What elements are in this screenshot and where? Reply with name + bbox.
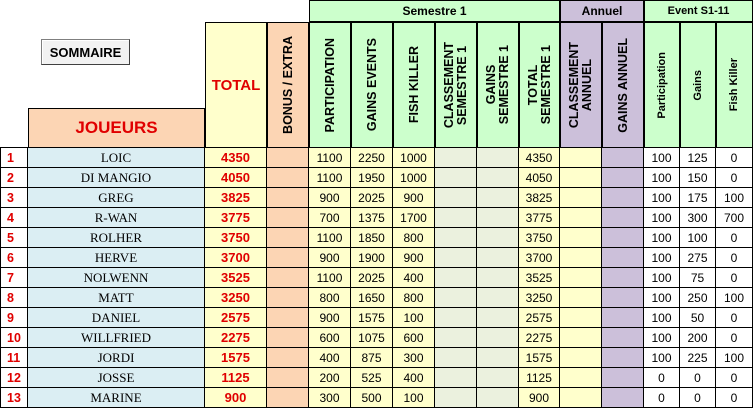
event-participation-cell: 100 — [644, 188, 680, 208]
total-semestre-cell: 3825 — [519, 188, 560, 208]
fish-killer-cell: 400 — [393, 368, 435, 388]
event-gains-cell: 125 — [680, 148, 716, 168]
row-rank: 5 — [0, 228, 28, 248]
gains-annuel-cell — [602, 168, 644, 188]
event-fish-cell: 0 — [716, 328, 753, 348]
gains-annuel-cell — [602, 308, 644, 328]
event-fish-cell: 0 — [716, 388, 753, 408]
participation-cell: 200 — [309, 368, 351, 388]
participation-cell: 800 — [309, 288, 351, 308]
event-gains-cell: 200 — [680, 328, 716, 348]
gains-events-cell: 2025 — [351, 188, 393, 208]
player-total: 3250 — [205, 288, 267, 308]
player-name: WILLFRIED — [28, 328, 205, 348]
event-gains-cell: 300 — [680, 208, 716, 228]
gains-events-cell: 1075 — [351, 328, 393, 348]
gains-annuel-cell — [602, 388, 644, 408]
event-participation-cell: 100 — [644, 348, 680, 368]
participation-cell: 1100 — [309, 148, 351, 168]
event-participation-header — [644, 22, 680, 148]
player-name: ROLHER — [28, 228, 205, 248]
row-rank: 12 — [0, 368, 28, 388]
participation-cell: 1100 — [309, 228, 351, 248]
gains-events-cell: 875 — [351, 348, 393, 368]
participation-cell: 1100 — [309, 268, 351, 288]
player-name: JOSSE — [28, 368, 205, 388]
gains-semestre-cell — [477, 268, 519, 288]
player-total: 2575 — [205, 308, 267, 328]
gains-semestre-cell — [477, 328, 519, 348]
classement-semestre-cell — [435, 228, 477, 248]
fish-killer-cell: 100 — [393, 388, 435, 408]
classement-semestre-cell — [435, 308, 477, 328]
classement-semestre-cell — [435, 248, 477, 268]
gains-annuel-cell — [602, 228, 644, 248]
total-semestre-cell: 4350 — [519, 148, 560, 168]
event-participation-cell: 0 — [644, 388, 680, 408]
gains-events-cell: 1850 — [351, 228, 393, 248]
total-semestre-cell: 1125 — [519, 368, 560, 388]
row-rank: 9 — [0, 308, 28, 328]
player-name: JORDI — [28, 348, 205, 368]
classement-annuel-cell — [560, 268, 602, 288]
gains-semestre-cell — [477, 208, 519, 228]
event-gains-cell: 0 — [680, 368, 716, 388]
bonus-cell — [267, 348, 309, 368]
gains-semestre-cell — [477, 248, 519, 268]
player-name: MARINE — [28, 388, 205, 408]
event-gains-cell: 250 — [680, 288, 716, 308]
bonus-cell — [267, 168, 309, 188]
row-rank: 10 — [0, 328, 28, 348]
classement-semestre-cell — [435, 328, 477, 348]
total-semestre-header — [519, 22, 560, 148]
bonus-cell — [267, 288, 309, 308]
gains-annuel-cell — [602, 328, 644, 348]
event-participation-cell: 100 — [644, 268, 680, 288]
row-rank: 3 — [0, 188, 28, 208]
event-fish-cell: 0 — [716, 248, 753, 268]
classement-annuel-cell — [560, 348, 602, 368]
classement-semestre-cell — [435, 208, 477, 228]
event-fish-cell: 700 — [716, 208, 753, 228]
event-participation-cell: 100 — [644, 208, 680, 228]
event-gains-cell: 50 — [680, 308, 716, 328]
gains-events-header — [351, 22, 393, 148]
event-gains-cell: 75 — [680, 268, 716, 288]
row-rank: 8 — [0, 288, 28, 308]
row-rank: 13 — [0, 388, 28, 408]
gains-annuel-cell — [602, 148, 644, 168]
player-total: 3700 — [205, 248, 267, 268]
event-fish-cell: 0 — [716, 268, 753, 288]
classement-annuel-header-label: CLASSEMENT ANNUEL — [567, 41, 594, 129]
total-semestre-cell: 3775 — [519, 208, 560, 228]
fish-killer-cell: 100 — [393, 308, 435, 328]
classement-annuel-cell — [560, 288, 602, 308]
player-total: 3525 — [205, 268, 267, 288]
player-total: 3825 — [205, 188, 267, 208]
classement-annuel-cell — [560, 368, 602, 388]
event-gains-cell: 100 — [680, 228, 716, 248]
player-name: DI MANGIO — [28, 168, 205, 188]
event-fish-cell: 100 — [716, 188, 753, 208]
classement-semestre-header — [435, 22, 477, 148]
bonus-cell — [267, 308, 309, 328]
bonus-cell — [267, 148, 309, 168]
bonus-cell — [267, 228, 309, 248]
total-semestre-cell: 3700 — [519, 248, 560, 268]
total-semestre-cell: 2275 — [519, 328, 560, 348]
gains-semestre-cell — [477, 308, 519, 328]
player-name: HERVE — [28, 248, 205, 268]
player-total: 900 — [205, 388, 267, 408]
classement-annuel-cell — [560, 208, 602, 228]
joueurs-header: JOUEURS — [28, 108, 205, 148]
gains-semestre-cell — [477, 368, 519, 388]
event-gains-cell: 225 — [680, 348, 716, 368]
total-header: TOTAL — [205, 22, 267, 148]
gains-annuel-cell — [602, 268, 644, 288]
total-semestre-cell: 2575 — [519, 308, 560, 328]
player-name: MATT — [28, 288, 205, 308]
classement-semestre-cell — [435, 168, 477, 188]
classement-annuel-cell — [560, 188, 602, 208]
gains-events-cell: 1575 — [351, 308, 393, 328]
participation-cell: 400 — [309, 348, 351, 368]
gains-semestre-cell — [477, 288, 519, 308]
gains-events-cell: 2025 — [351, 268, 393, 288]
gains-annuel-cell — [602, 208, 644, 228]
corner-blank — [0, 0, 28, 148]
participation-cell: 900 — [309, 188, 351, 208]
row-rank: 11 — [0, 348, 28, 368]
bonus-cell — [267, 388, 309, 408]
event-fish-cell: 0 — [716, 368, 753, 388]
gains-semestre-cell — [477, 188, 519, 208]
event-participation-cell: 0 — [644, 368, 680, 388]
event-gains-header — [680, 22, 716, 148]
classement-semestre-cell — [435, 188, 477, 208]
fish-killer-cell: 600 — [393, 328, 435, 348]
event-participation-cell: 100 — [644, 328, 680, 348]
player-total: 4350 — [205, 148, 267, 168]
gains-semestre-cell — [477, 168, 519, 188]
semestre-group-header: Semestre 1 — [309, 0, 560, 22]
event-fish-cell: 100 — [716, 288, 753, 308]
gains-annuel-header — [602, 22, 644, 148]
player-total: 4050 — [205, 168, 267, 188]
classement-semestre-header-label: CLASSEMENT SEMESTRE 1 — [442, 41, 469, 129]
classement-annuel-header — [560, 22, 602, 148]
row-rank: 6 — [0, 248, 28, 268]
event-group-header: Event S1-11 — [644, 0, 753, 22]
fish-killer-header-label: FISH KILLER — [406, 46, 421, 124]
gains-events-cell: 1375 — [351, 208, 393, 228]
fish-killer-cell: 800 — [393, 228, 435, 248]
gains-semestre-header — [477, 22, 519, 148]
bonus-cell — [267, 208, 309, 228]
participation-cell: 900 — [309, 308, 351, 328]
classement-semestre-cell — [435, 288, 477, 308]
classement-annuel-cell — [560, 168, 602, 188]
participation-header — [309, 22, 351, 148]
event-fish-cell: 0 — [716, 168, 753, 188]
player-total: 3775 — [205, 208, 267, 228]
annuel-group-header: Annuel — [560, 0, 644, 22]
row-rank: 1 — [0, 148, 28, 168]
gains-semestre-cell — [477, 148, 519, 168]
event-fish-cell: 0 — [716, 148, 753, 168]
total-semestre-cell: 4050 — [519, 168, 560, 188]
player-name: GREG — [28, 188, 205, 208]
gains-annuel-cell — [602, 248, 644, 268]
event-participation-cell: 100 — [644, 148, 680, 168]
event-fish-cell: 0 — [716, 308, 753, 328]
participation-header-label: PARTICIPATION — [322, 37, 337, 133]
row-rank: 4 — [0, 208, 28, 228]
player-name: LOIC — [28, 148, 205, 168]
bonus-cell — [267, 248, 309, 268]
total-semestre-cell: 3250 — [519, 288, 560, 308]
gains-annuel-cell — [602, 368, 644, 388]
bonus-cell — [267, 268, 309, 288]
gains-semestre-cell — [477, 228, 519, 248]
classement-semestre-cell — [435, 368, 477, 388]
classement-semestre-cell — [435, 268, 477, 288]
event-fish-header-label: Fish Killer — [728, 58, 740, 112]
event-participation-cell: 100 — [644, 228, 680, 248]
bonus-header — [267, 22, 309, 148]
gains-annuel-header-label: GAINS ANNUEL — [615, 37, 630, 133]
fish-killer-cell: 1000 — [393, 148, 435, 168]
player-total: 1125 — [205, 368, 267, 388]
bonus-cell — [267, 328, 309, 348]
fish-killer-cell: 400 — [393, 268, 435, 288]
participation-cell: 300 — [309, 388, 351, 408]
event-gains-cell: 150 — [680, 168, 716, 188]
event-gains-cell: 0 — [680, 388, 716, 408]
participation-cell: 900 — [309, 248, 351, 268]
classement-semestre-cell — [435, 388, 477, 408]
classement-semestre-cell — [435, 148, 477, 168]
player-name: NOLWENN — [28, 268, 205, 288]
gains-semestre-cell — [477, 348, 519, 368]
fish-killer-cell: 1700 — [393, 208, 435, 228]
fish-killer-cell: 1000 — [393, 168, 435, 188]
participation-cell: 600 — [309, 328, 351, 348]
event-participation-header-label: Participation — [655, 51, 668, 119]
fish-killer-header — [393, 22, 435, 148]
event-gains-cell: 175 — [680, 188, 716, 208]
classement-annuel-cell — [560, 388, 602, 408]
player-name: DANIEL — [28, 308, 205, 328]
bonus-header-label: BONUS / EXTRA — [280, 36, 295, 134]
player-total: 2275 — [205, 328, 267, 348]
bonus-cell — [267, 368, 309, 388]
classement-annuel-cell — [560, 228, 602, 248]
gains-semestre-header-label: GAINS SEMESTRE 1 — [484, 45, 511, 125]
total-semestre-header-label: TOTAL SEMESTRE 1 — [525, 45, 553, 125]
gains-events-cell: 2250 — [351, 148, 393, 168]
bonus-cell — [267, 188, 309, 208]
classement-annuel-cell — [560, 328, 602, 348]
gains-annuel-cell — [602, 188, 644, 208]
event-participation-cell: 100 — [644, 308, 680, 328]
event-participation-cell: 100 — [644, 168, 680, 188]
event-participation-cell: 100 — [644, 248, 680, 268]
player-total: 1575 — [205, 348, 267, 368]
total-semestre-cell: 3750 — [519, 228, 560, 248]
gains-annuel-cell — [602, 348, 644, 368]
fish-killer-cell: 900 — [393, 188, 435, 208]
gains-events-cell: 500 — [351, 388, 393, 408]
event-fish-cell: 0 — [716, 228, 753, 248]
gains-events-cell: 1950 — [351, 168, 393, 188]
fish-killer-cell: 800 — [393, 288, 435, 308]
total-semestre-cell: 900 — [519, 388, 560, 408]
participation-cell: 700 — [309, 208, 351, 228]
gains-semestre-cell — [477, 388, 519, 408]
gains-events-cell: 1650 — [351, 288, 393, 308]
participation-cell: 1100 — [309, 168, 351, 188]
gains-events-header-label: GAINS EVENTS — [364, 38, 379, 132]
event-gains-header-label: Gains — [691, 69, 704, 101]
classement-annuel-cell — [560, 248, 602, 268]
total-semestre-cell: 1575 — [519, 348, 560, 368]
row-rank: 7 — [0, 268, 28, 288]
classement-semestre-cell — [435, 348, 477, 368]
fish-killer-cell: 300 — [393, 348, 435, 368]
event-fish-cell: 100 — [716, 348, 753, 368]
event-participation-cell: 100 — [644, 288, 680, 308]
player-total: 3750 — [205, 228, 267, 248]
total-semestre-cell: 3525 — [519, 268, 560, 288]
event-gains-cell: 275 — [680, 248, 716, 268]
gains-events-cell: 1900 — [351, 248, 393, 268]
row-rank: 2 — [0, 168, 28, 188]
gains-annuel-cell — [602, 288, 644, 308]
sommaire-button[interactable]: SOMMAIRE — [41, 39, 130, 65]
classement-annuel-cell — [560, 148, 602, 168]
classement-annuel-cell — [560, 308, 602, 328]
player-name: R-WAN — [28, 208, 205, 228]
event-fish-header — [716, 22, 753, 148]
gains-events-cell: 525 — [351, 368, 393, 388]
fish-killer-cell: 900 — [393, 248, 435, 268]
